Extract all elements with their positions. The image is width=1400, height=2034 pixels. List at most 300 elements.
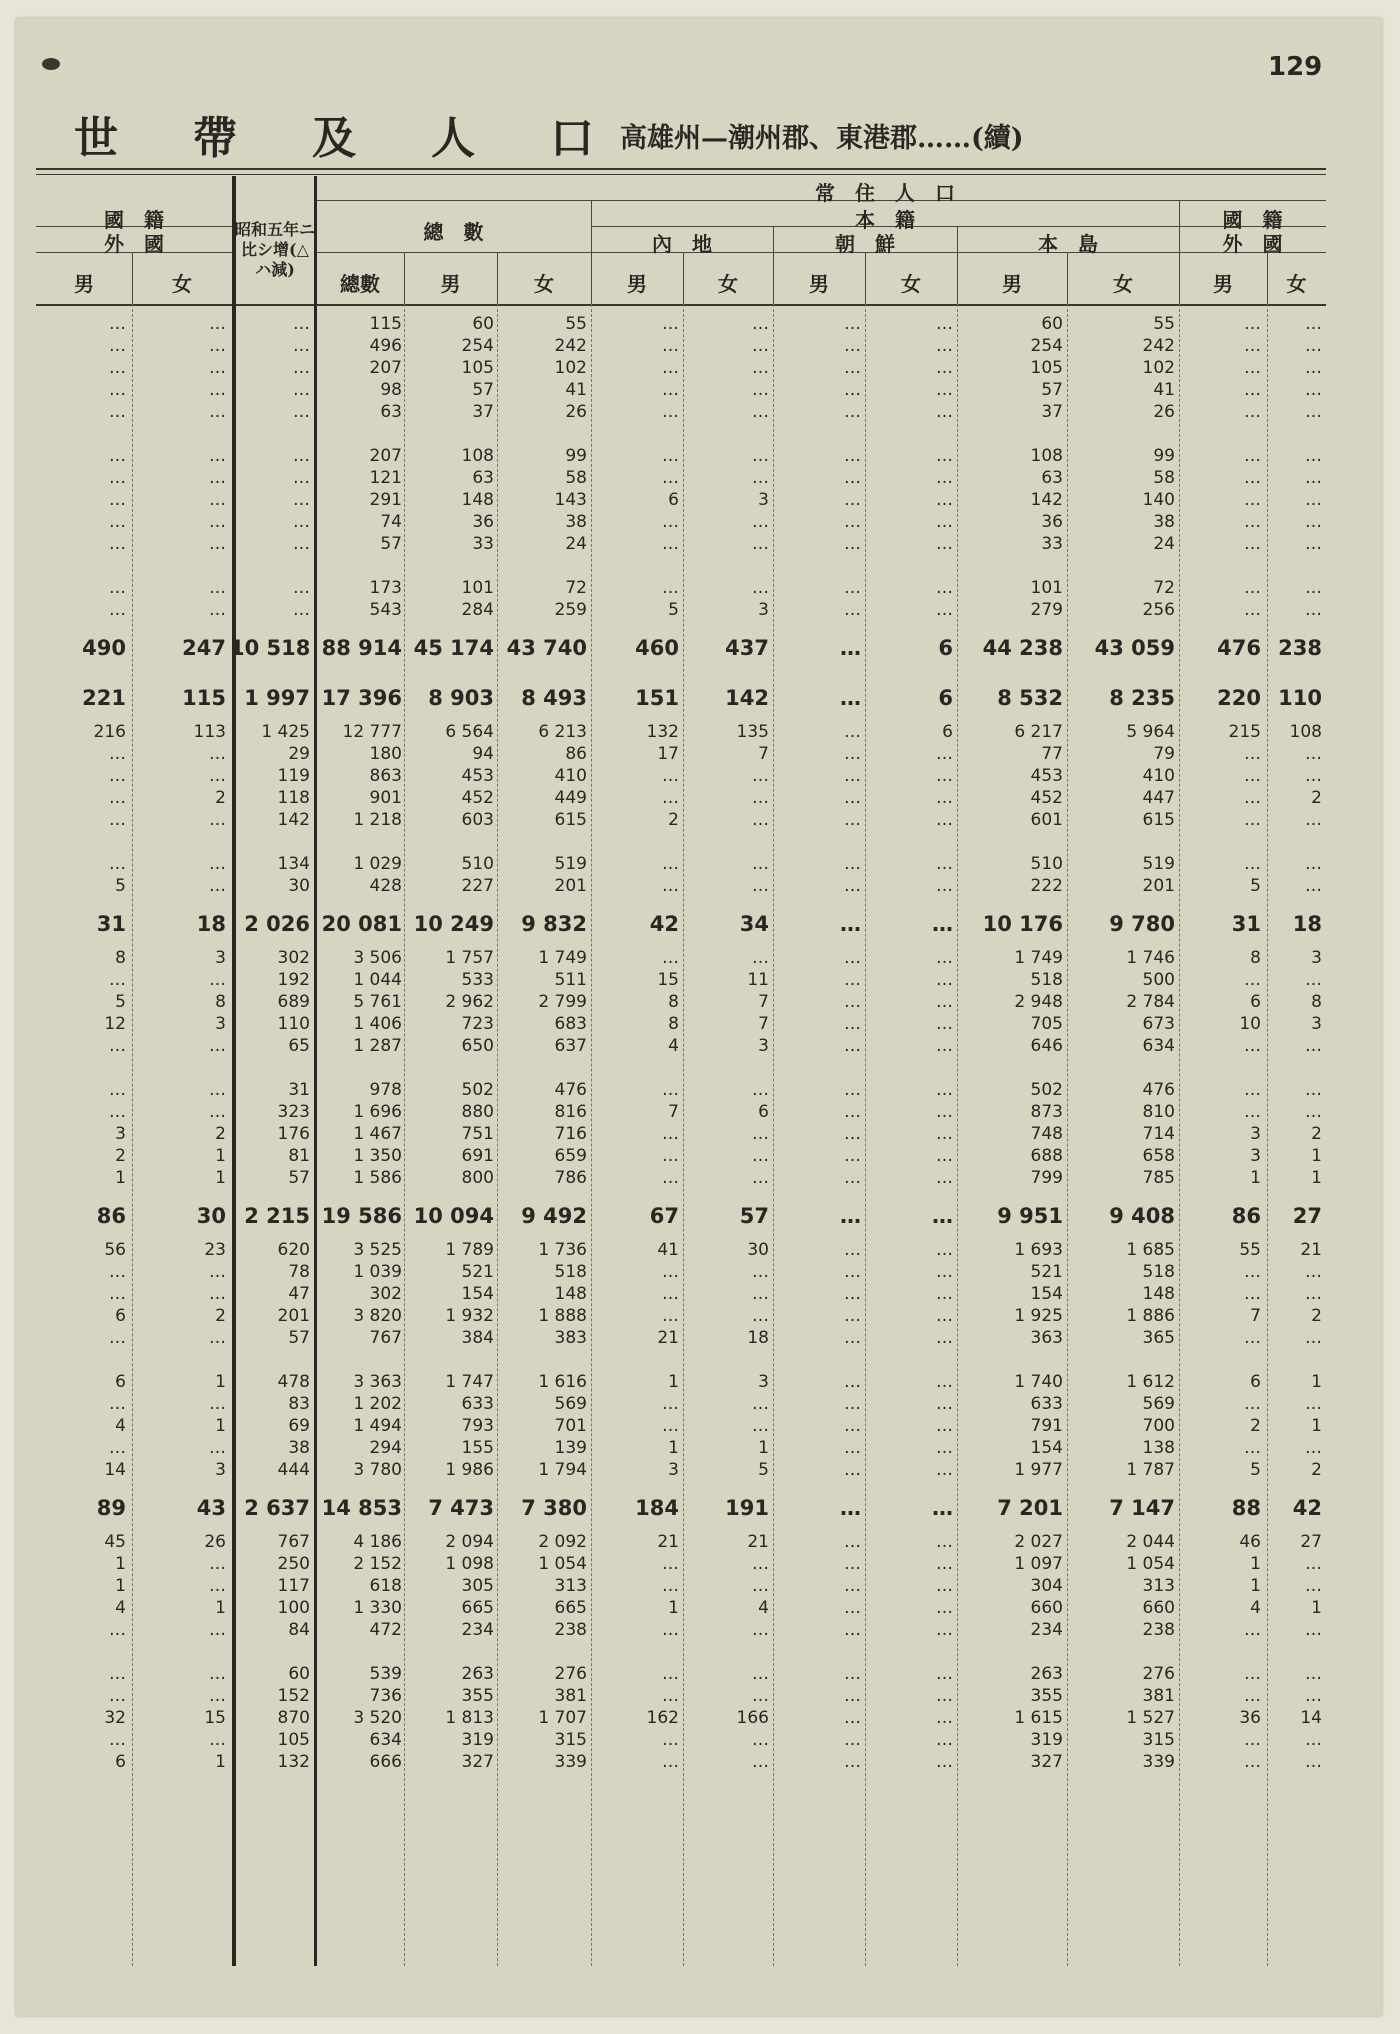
table-cell: … [109, 1080, 126, 1100]
table-cell: … [936, 1576, 953, 1596]
table-row [36, 1372, 1326, 1394]
table-cell: 3 506 [353, 948, 402, 968]
table-cell: 3 525 [353, 1240, 402, 1260]
table-cell: 1 794 [538, 1460, 587, 1480]
table-cell: 1 527 [1126, 1708, 1175, 1728]
table-cell: … [662, 876, 679, 896]
table-cell: … [1305, 1394, 1322, 1414]
table-cell: … [936, 336, 953, 356]
table-cell: … [109, 468, 126, 488]
table-cell: 9 408 [1109, 1204, 1175, 1228]
table-cell: … [293, 534, 310, 554]
table-cell: 1 [1311, 1168, 1322, 1188]
table-cell: … [1305, 1284, 1322, 1304]
table-row [36, 1080, 1326, 1102]
table-cell: 1 707 [538, 1708, 587, 1728]
table-cell: … [209, 380, 226, 400]
table-cell: 1 [1311, 1372, 1322, 1392]
row-spacer [36, 1642, 1326, 1664]
table-cell: … [1244, 744, 1261, 764]
table-cell: 105 [1030, 358, 1063, 378]
table-cell: … [1305, 402, 1322, 422]
table-cell: … [1305, 380, 1322, 400]
table-cell: … [844, 468, 861, 488]
table-cell: 767 [277, 1532, 310, 1552]
table-cell: 1 813 [445, 1708, 494, 1728]
table-cell: 6 213 [538, 722, 587, 742]
table-cell: … [293, 600, 310, 620]
table-cell: … [109, 1664, 126, 1684]
table-cell: … [662, 1620, 679, 1640]
table-cell: 1 [115, 1554, 126, 1574]
table-cell: 41 [657, 1240, 679, 1260]
table-cell: … [1244, 358, 1261, 378]
table-cell: 1 098 [445, 1554, 494, 1574]
table-cell: 1 [668, 1598, 679, 1618]
table-cell: 543 [369, 600, 402, 620]
table-row [36, 1168, 1326, 1190]
table-cell: 220 [1217, 686, 1261, 710]
table-cell: 26 [204, 1532, 226, 1552]
table-cell: 6 217 [1014, 722, 1063, 742]
table-cell: 284 [461, 600, 494, 620]
table-cell: … [752, 1394, 769, 1414]
table-cell: … [662, 1284, 679, 1304]
table-cell: 34 [739, 912, 769, 936]
table-cell: 1 202 [353, 1394, 402, 1414]
table-cell: … [1305, 578, 1322, 598]
table-cell: 30 [196, 1204, 226, 1228]
table-cell: … [844, 380, 861, 400]
table-cell: 6 [758, 1102, 769, 1122]
table-cell: … [844, 876, 861, 896]
table-cell: 132 [646, 722, 679, 742]
table-cell: 1 039 [353, 1262, 402, 1282]
table-cell: 618 [369, 1576, 402, 1596]
table-cell: … [109, 1438, 126, 1458]
title-char: 人 [431, 113, 475, 164]
table-cell: … [752, 1664, 769, 1684]
table-cell: 1 616 [538, 1372, 587, 1392]
table-cell: 8 [1311, 992, 1322, 1012]
table-cell: 302 [369, 1284, 402, 1304]
table-cell: 1 [115, 1168, 126, 1188]
table-cell: 58 [1153, 468, 1175, 488]
table-cell: 1 [1250, 1554, 1261, 1574]
table-cell: … [209, 744, 226, 764]
table-row [36, 1284, 1326, 1306]
table-cell: 2 [1311, 1460, 1322, 1480]
table-cell: 6 564 [445, 722, 494, 742]
table-cell: 714 [1142, 1124, 1175, 1144]
table-cell: 688 [1030, 1146, 1063, 1166]
table-cell: 816 [554, 1102, 587, 1122]
table-cell: 256 [1142, 600, 1175, 620]
table-cell: … [932, 912, 953, 936]
table-cell: … [752, 578, 769, 598]
table-cell: 47 [288, 1284, 310, 1304]
table-cell: 63 [472, 468, 494, 488]
table-cell: … [293, 578, 310, 598]
table-cell: … [662, 336, 679, 356]
table-cell: 142 [725, 686, 769, 710]
table-row [36, 1554, 1326, 1576]
table-cell: … [1244, 1730, 1261, 1750]
table-cell: 37 [1041, 402, 1063, 422]
table-cell: 31 [96, 912, 126, 936]
table-cell: 3 [1250, 1146, 1261, 1166]
table-cell: 2 [1311, 1306, 1322, 1326]
table-cell: … [752, 402, 769, 422]
table-row [36, 744, 1326, 766]
row-spacer [36, 556, 1326, 578]
table-row [36, 578, 1326, 600]
table-cell: … [936, 314, 953, 334]
table-row [36, 1620, 1326, 1642]
table-cell: … [1244, 970, 1261, 990]
table-cell: 791 [1030, 1416, 1063, 1436]
table-cell: 9 832 [521, 912, 587, 936]
table-row [36, 1708, 1326, 1730]
table-cell: 142 [1030, 490, 1063, 510]
table-cell: … [1244, 1620, 1261, 1640]
table-cell: 192 [277, 970, 310, 990]
table-cell: 518 [554, 1262, 587, 1282]
table-cell: 33 [472, 534, 494, 554]
table-cell: 263 [1030, 1664, 1063, 1684]
table-cell: 250 [277, 1554, 310, 1574]
table-cell: … [936, 380, 953, 400]
table-cell: … [209, 1554, 226, 1574]
table-cell: 1 615 [1014, 1708, 1063, 1728]
table-cell: … [209, 578, 226, 598]
table-cell: … [752, 1576, 769, 1596]
table-cell: 800 [461, 1168, 494, 1188]
table-cell: … [209, 336, 226, 356]
table-cell: … [109, 1284, 126, 1304]
table-cell: 8 [668, 992, 679, 1012]
table-cell: 1 [1311, 1416, 1322, 1436]
table-cell: 8 235 [1109, 686, 1175, 710]
table-cell: 510 [461, 854, 494, 874]
table-cell: … [936, 1598, 953, 1618]
table-cell: … [844, 1146, 861, 1166]
table-cell: … [844, 854, 861, 874]
table-cell: … [936, 446, 953, 466]
table-row [36, 1730, 1326, 1752]
table-cell: 521 [461, 1262, 494, 1282]
table-cell: 15 [657, 970, 679, 990]
table-cell: … [109, 358, 126, 378]
table-cell: 254 [461, 336, 494, 356]
table-cell: … [844, 1036, 861, 1056]
table-cell: 55 [565, 314, 587, 334]
table-cell: … [662, 534, 679, 554]
table-row [36, 970, 1326, 992]
table-cell: … [1305, 1438, 1322, 1458]
table-cell: 12 [104, 1014, 126, 1034]
table-cell: 38 [288, 1438, 310, 1458]
table-cell: … [1305, 1554, 1322, 1574]
table-cell: … [293, 314, 310, 334]
table-cell: … [936, 1284, 953, 1304]
table-cell: … [936, 1124, 953, 1144]
table-cell: 7 [758, 992, 769, 1012]
table-cell: … [1305, 876, 1322, 896]
table-cell: 2 784 [1126, 992, 1175, 1012]
table-cell: 45 174 [413, 636, 494, 660]
table-cell: 444 [277, 1460, 310, 1480]
table-cell: … [844, 1168, 861, 1188]
table-cell: 767 [369, 1328, 402, 1348]
table-cell: 716 [554, 1124, 587, 1144]
table-cell: … [209, 876, 226, 896]
table-cell: 7 [758, 744, 769, 764]
table-cell: 700 [1142, 1416, 1175, 1436]
table-cell: 1 612 [1126, 1372, 1175, 1392]
table-cell: … [1244, 336, 1261, 356]
table-cell: 518 [1030, 970, 1063, 990]
table-cell: 5 [758, 1460, 769, 1480]
table-cell: 1 586 [353, 1168, 402, 1188]
table-cell: 143 [554, 490, 587, 510]
table-cell: 476 [554, 1080, 587, 1100]
table-cell: … [936, 1080, 953, 1100]
table-cell: … [752, 314, 769, 334]
table-cell: 3 [758, 1036, 769, 1056]
table-cell: 863 [369, 766, 402, 786]
table-cell: … [936, 970, 953, 990]
table-cell: 102 [1142, 358, 1175, 378]
table-cell: … [662, 446, 679, 466]
table-cell: … [209, 1438, 226, 1458]
table-cell: 37 [472, 402, 494, 422]
table-cell: 134 [277, 854, 310, 874]
table-cell: … [844, 744, 861, 764]
table-cell: … [844, 1416, 861, 1436]
table-cell: 29 [288, 744, 310, 764]
table-cell: 327 [461, 1752, 494, 1772]
table-cell: … [662, 766, 679, 786]
table-cell: … [209, 512, 226, 532]
table-cell: 490 [82, 636, 126, 660]
table-row [36, 1014, 1326, 1036]
table-cell: 162 [646, 1708, 679, 1728]
table-cell: 2 962 [445, 992, 494, 1012]
table-cell: 319 [1030, 1730, 1063, 1750]
table-cell: … [209, 1686, 226, 1706]
table-cell: 518 [1142, 1262, 1175, 1282]
table-row [36, 810, 1326, 832]
table-cell: … [936, 402, 953, 422]
table-cell: 1 350 [353, 1146, 402, 1166]
table-cell: … [844, 1124, 861, 1144]
table-cell: 3 [115, 1124, 126, 1144]
table-cell: 5 [115, 876, 126, 896]
table-cell: … [209, 970, 226, 990]
table-cell: 705 [1030, 1014, 1063, 1034]
table-cell: … [752, 1146, 769, 1166]
table-cell: 3 [758, 600, 769, 620]
table-cell: 238 [1278, 636, 1322, 660]
table-cell: 453 [461, 766, 494, 786]
table-cell: 1 494 [353, 1416, 402, 1436]
table-cell: 84 [288, 1620, 310, 1640]
table-cell: 247 [182, 636, 226, 660]
table-row [36, 1240, 1326, 1262]
table-cell: … [662, 1262, 679, 1282]
table-cell: … [844, 1576, 861, 1596]
table-cell: 691 [461, 1146, 494, 1166]
table-cell: … [109, 600, 126, 620]
table-cell: … [936, 600, 953, 620]
table-cell: … [752, 1752, 769, 1772]
header-female: 女 [172, 272, 192, 296]
table-cell: … [1244, 314, 1261, 334]
table-cell: 7 201 [997, 1496, 1063, 1520]
table-cell: 60 [472, 314, 494, 334]
table-cell: 620 [277, 1240, 310, 1260]
table-cell: … [752, 358, 769, 378]
header-female: 女 [901, 272, 921, 296]
table-cell: 5 964 [1126, 722, 1175, 742]
table-cell: … [844, 1730, 861, 1750]
table-cell: … [1244, 1102, 1261, 1122]
table-cell: … [844, 1014, 861, 1034]
table-cell: … [662, 948, 679, 968]
table-cell: 2 637 [244, 1496, 310, 1520]
table-cell: … [932, 1204, 953, 1228]
table-cell: 9 951 [997, 1204, 1063, 1228]
table-row [36, 534, 1326, 556]
table-cell: 666 [369, 1752, 402, 1772]
table-cell: … [936, 1460, 953, 1480]
table-cell: … [662, 1730, 679, 1750]
table-cell: … [209, 1262, 226, 1282]
table-cell: 449 [554, 788, 587, 808]
table-cell: 69 [288, 1416, 310, 1436]
table-cell: 476 [1142, 1080, 1175, 1100]
header-male: 男 [1213, 272, 1233, 296]
table-cell: 57 [472, 380, 494, 400]
header-male: 男 [1002, 272, 1022, 296]
table-cell: 1 029 [353, 854, 402, 874]
table-cell: 36 [472, 512, 494, 532]
table-cell: 291 [369, 490, 402, 510]
table-cell: 72 [565, 578, 587, 598]
table-cell: … [936, 1752, 953, 1772]
table-cell: 74 [380, 512, 402, 532]
table-header [36, 176, 1326, 304]
table-cell: … [662, 788, 679, 808]
table-row [36, 854, 1326, 876]
table-cell: 3 [758, 1372, 769, 1392]
table-cell: 519 [1142, 854, 1175, 874]
table-cell: 2 [215, 1124, 226, 1144]
table-cell: 115 [182, 686, 226, 710]
table-cell: … [109, 1328, 126, 1348]
table-cell: 381 [1142, 1686, 1175, 1706]
table-cell: … [1244, 490, 1261, 510]
table-cell: 1 425 [261, 722, 310, 742]
table-cell: 4 [115, 1598, 126, 1618]
table-cell: 5 [1250, 1460, 1261, 1480]
table-cell: … [1305, 468, 1322, 488]
table-cell: … [936, 1328, 953, 1348]
table-cell: 15 [204, 1708, 226, 1728]
table-cell: 88 914 [321, 636, 402, 660]
table-cell: 30 [747, 1240, 769, 1260]
table-cell: 978 [369, 1080, 402, 1100]
table-cell: 646 [1030, 1036, 1063, 1056]
table-cell: 148 [461, 490, 494, 510]
table-cell: … [1244, 1752, 1261, 1772]
table-cell: 36 [1041, 512, 1063, 532]
table-cell: … [1244, 1664, 1261, 1684]
table-cell: 67 [649, 1204, 679, 1228]
table-cell: 6 [668, 490, 679, 510]
table-cell: … [752, 948, 769, 968]
table-cell: 603 [461, 810, 494, 830]
table-cell: 30 [288, 876, 310, 896]
table-cell: 140 [1142, 490, 1175, 510]
table-cell: 723 [461, 1014, 494, 1034]
table-cell: … [109, 810, 126, 830]
table-cell: 121 [369, 468, 402, 488]
table-cell: … [752, 854, 769, 874]
table-cell: … [752, 468, 769, 488]
table-cell: 1 218 [353, 810, 402, 830]
table-cell: … [844, 1598, 861, 1618]
header-total: 總數 [340, 272, 380, 296]
table-cell: … [1305, 1686, 1322, 1706]
table-cell: … [109, 1620, 126, 1640]
table-cell: 4 [115, 1416, 126, 1436]
table-cell: 222 [1030, 876, 1063, 896]
top-rule [36, 168, 1326, 170]
table-cell: … [936, 1686, 953, 1706]
table-cell: 1 696 [353, 1102, 402, 1122]
table-cell: 3 820 [353, 1306, 402, 1326]
table-cell: 138 [1142, 1438, 1175, 1458]
table-cell: 60 [1041, 314, 1063, 334]
table-cell: … [752, 1168, 769, 1188]
table-cell: 633 [461, 1394, 494, 1414]
table-cell: 100 [277, 1598, 310, 1618]
table-cell: 101 [1030, 578, 1063, 598]
table-cell: … [936, 358, 953, 378]
table-cell: 176 [277, 1124, 310, 1144]
table-cell: 276 [1142, 1664, 1175, 1684]
table-cell: … [662, 468, 679, 488]
table-cell: 460 [635, 636, 679, 660]
table-cell: 105 [277, 1730, 310, 1750]
top-rule-thin [36, 174, 1326, 175]
table-cell: … [209, 1102, 226, 1122]
table-cell: 56 [104, 1240, 126, 1260]
table-cell: … [209, 810, 226, 830]
table-cell: 4 [1250, 1598, 1261, 1618]
table-cell: 227 [461, 876, 494, 896]
table-cell: … [1305, 1752, 1322, 1772]
table-cell: … [109, 446, 126, 466]
table-cell: 478 [277, 1372, 310, 1392]
table-cell: … [752, 1284, 769, 1304]
table-cell: 6 [115, 1752, 126, 1772]
table-cell: 355 [461, 1686, 494, 1706]
table-cell: … [1244, 1262, 1261, 1282]
table-cell: 880 [461, 1102, 494, 1122]
